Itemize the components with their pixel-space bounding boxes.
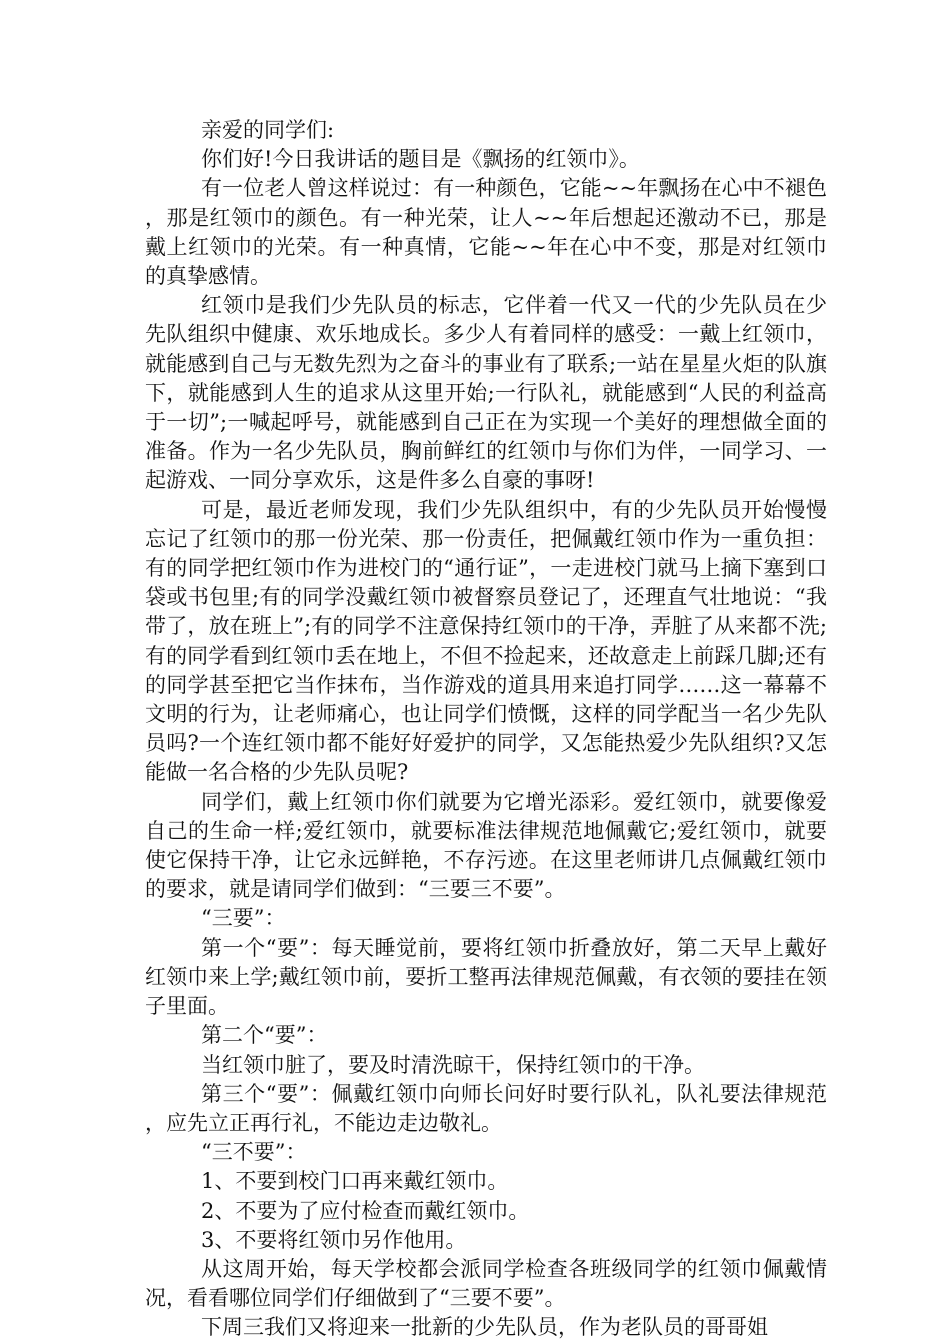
must-item-1: 第一个“要”：每天睡觉前，要将红领巾折叠放好，第二天早上戴好红领巾来上学;戴红领巾前，要折工整再法律规范佩戴，有衣领的要挂在领子里面。 [145, 935, 827, 1019]
body-paragraph-4: 同学们，戴上红领巾你们就要为它增光添彩。爱红领巾，就要像爱自己的生命一样;爱红领巾，就要标准法律规范地佩戴它;爱红领巾，就要使它保持干净，让它永远鲜艳，不存污迹。在这里老师讲几点佩戴红领巾的要求，就是请同学们做到：“三要三不要”。 [145, 789, 827, 902]
body-paragraph-2: 红领巾是我们少先队员的标志，它伴着一代又一代的少先队员在少先队组织中健康、欢乐地成长。多少人有着同样的感受：一戴上红领巾，就能感到自己与无数先烈为之奋斗的事业有了联系;一站在星星火炬的队旗下，就能感到人生的追求从这里开始;一行队礼，就能感到“人民的利益高于一切”;一喊起呼号，就能感到自己正在为实现一个美好的理想做全面的准备。作为一名少先队员，胸前鲜红的红领巾与你们为伴，一同学习、一起游戏、一同分享欢乐，这是件多么自豪的事呀! [145, 293, 827, 493]
mustnot-item-1: 1、不要到校门口再来戴红领巾。 [201, 1169, 509, 1194]
must-item-2-heading: 第二个“要”： [201, 1023, 328, 1048]
must-item-3: 第三个“要”：佩戴红领巾向师长问好时要行队礼，队礼要法律规范，应先立正再行礼，不能边走边敬礼。 [145, 1081, 827, 1135]
document-page [145, 116, 827, 1343]
mustnot-item-3: 3、不要将红领巾另作他用。 [201, 1227, 467, 1252]
must-item-2-body: 当红领巾脏了，要及时清洗晾干，保持红领巾的干净。 [201, 1052, 705, 1077]
mustnot-item-2: 2、不要为了应付检查而戴红领巾。 [201, 1198, 530, 1223]
body-paragraph-1: 有一位老人曾这样说过：有一种颜色，它能~~年飘扬在心中不褪色，那是红领巾的颜色。有一种光荣，让人~~年后想起还激动不已，那是戴上红领巾的光荣。有一种真情，它能~~年在心中不变，那是对红领巾的真挚感情。 [145, 176, 827, 289]
body-paragraph-5: 从这周开始，每天学校都会派同学检查各班级同学的红领巾佩戴情况，看看哪位同学们仔细做到了“三要不要”。 [145, 1256, 827, 1311]
section-heading-three-musts: “三要”： [201, 906, 286, 931]
section-heading-three-mustnots: “三不要”： [201, 1140, 307, 1165]
salutation: 亲爱的同学们: [201, 118, 335, 142]
body-paragraph-3: 可是，最近老师发现，我们少先队组织中，有的少先队员开始慢慢忘记了红领巾的那一份光荣、那一份责任，把佩戴红领巾作为一重负担：有的同学把红领巾作为进校门的“通行证”，一走进校门就马上摘下塞到口袋或书包里;有的同学没戴红领巾被督察员登记了，还理直气壮地说：“我带了，放在班上”;有的同学不注意保持红领巾的干净，弄脏了从来都不洗;有的同学看到红领巾丢在地上，不但不捡起来，还故意走上前踩几脚;还有的同学甚至把它当作抹布，当作游戏的道具用来追打同学……这一幕幕不文明的行为，让老师痛心，也让同学们愤慨，这样的同学配当一名少先队员吗?一个连红领巾都不能好好爱护的同学，又怎能热爱少先队组织?又怎能做一名合格的少先队员呢? [145, 497, 827, 785]
greeting-paragraph: 你们好!今日我讲话的题目是《飘扬的红领巾》。 [201, 147, 640, 172]
body-paragraph-6: 下周三我们又将迎来一批新的少先队员，作为老队员的哥哥姐 [201, 1315, 768, 1340]
